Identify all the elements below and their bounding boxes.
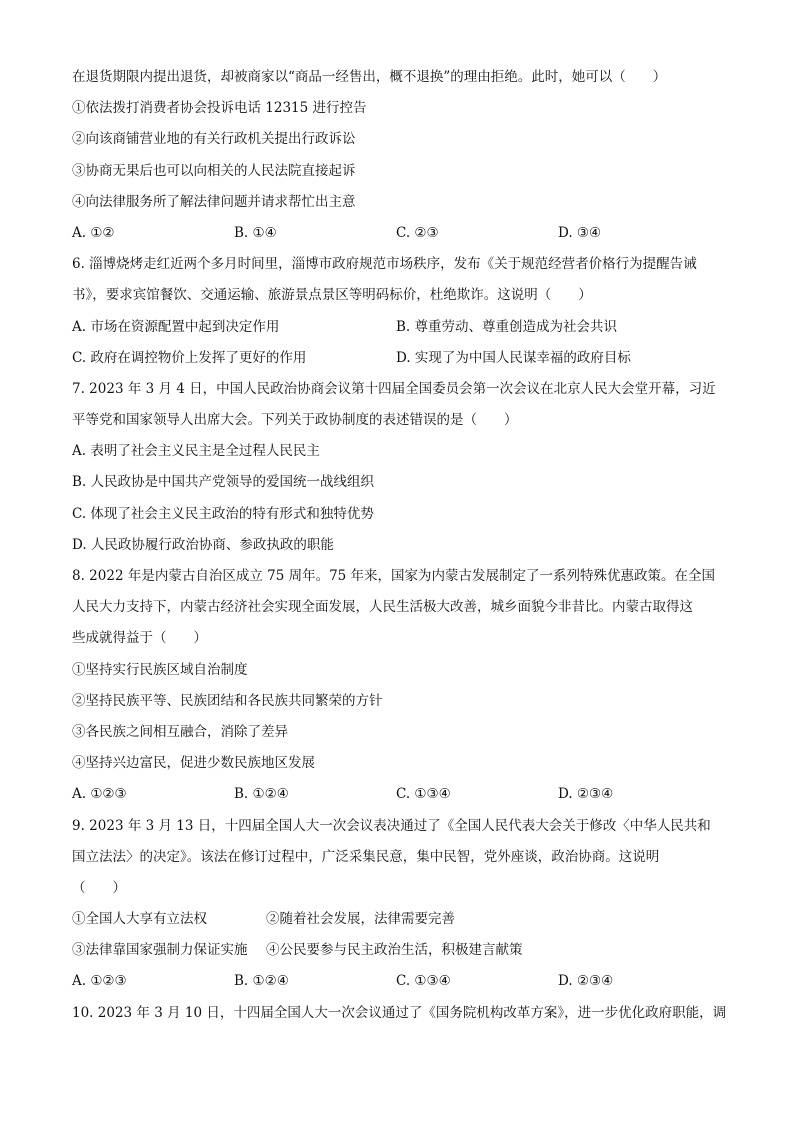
statement-item: ③协商无果后也可以向相关的人民法院直接起诉 — [72, 162, 356, 179]
question-stem: 人民大力支持下，内蒙古经济社会实现全面发展，人民生活极大改善，城乡面貌今非昔比。内蒙古取得这 — [72, 599, 693, 616]
question-6 — [72, 249, 742, 374]
option-b: B. ①②④ — [234, 973, 289, 990]
question-stem: 8. 2022 年是内蒙古自治区成立 75 周年。75 年来，国家为内蒙古发展制定了一系列特殊优惠政策。在全国 — [72, 568, 716, 584]
statement-item: ④公民要参与民主政治生活，积极建言献策 — [266, 942, 523, 959]
option-a: A. ①②③ — [72, 973, 127, 990]
option-b: B. 尊重劳动、尊重创造成为社会共识 — [396, 318, 618, 335]
answer-options — [72, 218, 742, 249]
option-b: B. ①②④ — [234, 786, 289, 803]
statement-item: ①坚持实行民族区域自治制度 — [72, 661, 248, 678]
statement-item: ③各民族之间相互融合，消除了差异 — [72, 723, 288, 740]
option-c: C. 政府在调控物价上发挥了更好的作用 — [72, 349, 307, 366]
option-b: B. 人民政协是中国共产党领导的爱国统一战线组织 — [72, 474, 375, 491]
statement-item: ④向法律服务所了解法律问题并请求帮忙出主意 — [72, 193, 356, 210]
option-d: D. ②③④ — [558, 786, 614, 803]
answer-options — [72, 779, 742, 810]
question-stem: 些成就得益于（ ） — [72, 630, 207, 647]
question-5 — [72, 62, 742, 249]
question-stem: 平等党和国家领导人出席大会。下列关于政协制度的表述错误的是（ ） — [72, 412, 518, 429]
statement-item: ②向该商铺营业地的有关行政机关提出行政诉讼 — [72, 131, 356, 148]
statement-item: ①依法拨打消费者协会投诉电话 12315 进行控告 — [72, 100, 367, 117]
statement-row — [72, 904, 742, 935]
option-c: C. 体现了社会主义民主政治的特有形式和独特优势 — [72, 505, 374, 522]
answer-options — [72, 312, 742, 343]
option-d: D. ③④ — [558, 224, 602, 241]
answer-options — [72, 966, 742, 997]
question-stem: 国立法法〉的决定》。该法在修订过程中，广泛采集民意，集中民智，党外座谈，政治协商。这说明 — [72, 848, 660, 865]
statement-item: ①全国人大享有立法权 — [72, 911, 207, 928]
question-7 — [72, 374, 742, 561]
document-page — [72, 62, 742, 1029]
answer-options — [72, 343, 742, 374]
question-stem: 9. 2023 年 3 月 13 日，十四届全国人大一次会议表决通过了《全国人民代表大会关于修改〈中华人民共和 — [72, 817, 711, 834]
option-a: A. 市场在资源配置中起到决定作用 — [72, 318, 280, 335]
statement-item: ③法律靠国家强制力保证实施 — [72, 942, 248, 959]
question-10 — [72, 998, 742, 1029]
option-d: D. ②③④ — [558, 973, 614, 990]
option-c: C. ①③④ — [396, 786, 451, 803]
question-stem: （ ） — [72, 879, 126, 896]
option-a: A. ①②③ — [72, 786, 127, 803]
question-stem: 6. 淄博烧烤走红近两个多月时间里，淄博市政府规范市场秩序，发布《关于规范经营者价格行为提醒告诫 — [72, 256, 697, 273]
option-a: A. ①② — [72, 224, 115, 241]
option-a: A. 表明了社会主义民主是全过程人民民主 — [72, 443, 320, 460]
question-stem: 书》，要求宾馆餐饮、交通运输、旅游景点景区等明码标价，杜绝欺诈。这说明（ ） — [72, 287, 592, 304]
question-stem: 7. 2023 年 3 月 4 日，中国人民政治协商会议第十四届全国委员会第一次会议在北京人民大会堂开幕，习近 — [72, 380, 716, 397]
question-stem: 在退货期限内提出退货，却被商家以“商品一经售出，概不退换”的理由拒绝。此时，她可以（ ） — [72, 69, 667, 85]
question-9 — [72, 811, 742, 998]
question-8 — [72, 561, 742, 811]
option-c: C. ①③④ — [396, 973, 451, 990]
question-stem: 10. 2023 年 3 月 10 日，十四届全国人大一次会议通过了《国务院机构改革方案》，进一步优化政府职能，调 — [72, 1004, 727, 1021]
option-c: C. ②③ — [396, 224, 439, 241]
option-d: D. 实现了为中国人民谋幸福的政府目标 — [396, 349, 631, 366]
statement-item: ④坚持兴边富民，促进少数民族地区发展 — [72, 755, 315, 772]
statement-item: ②随着社会发展，法律需要完善 — [266, 911, 455, 928]
statement-row — [72, 935, 742, 966]
option-d: D. 人民政协履行政治协商、参政执政的职能 — [72, 536, 334, 553]
option-b: B. ①④ — [234, 224, 277, 241]
statement-item: ②坚持民族平等、民族团结和各民族共同繁荣的方针 — [72, 692, 383, 709]
